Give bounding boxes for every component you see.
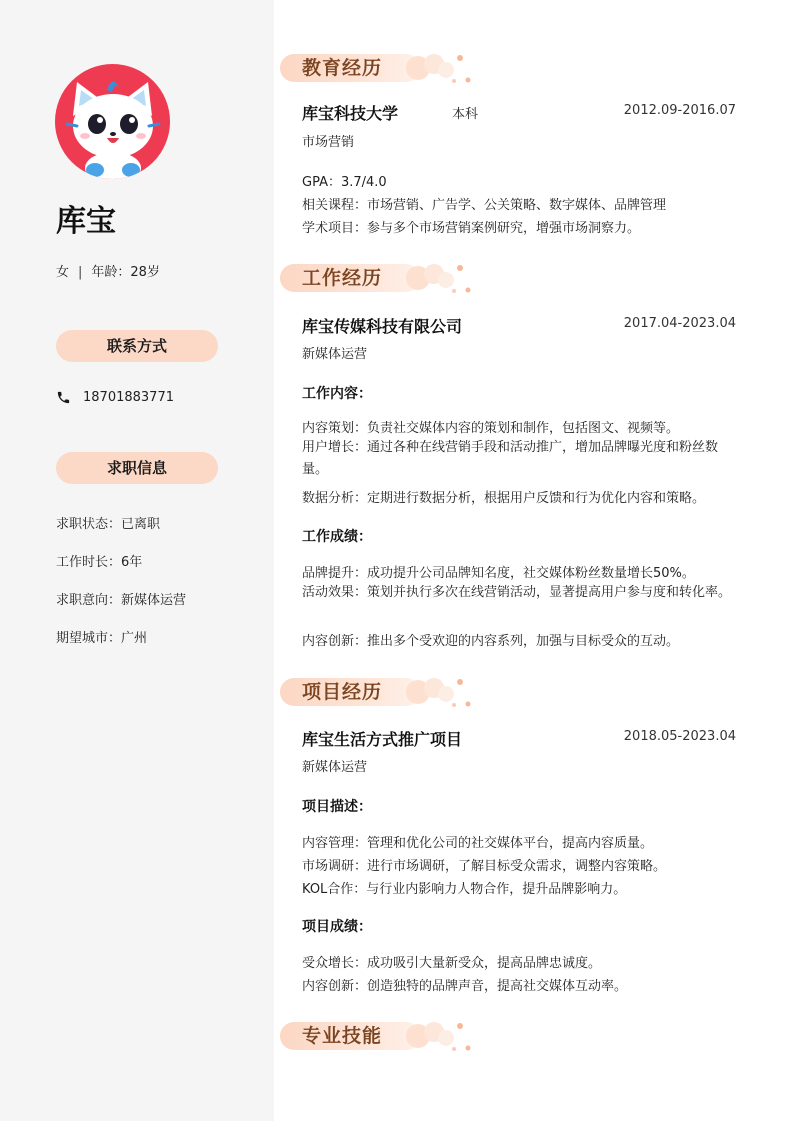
avatar bbox=[55, 64, 170, 179]
education-dates: 2012.09-2016.07 bbox=[623, 103, 736, 118]
project-desc-item: 内容管理：管理和优化公司的社交媒体平台，提高内容质量。 bbox=[302, 836, 654, 851]
cloud-decoration-icon bbox=[398, 674, 478, 710]
project-result-item: 受众增长：成功吸引大量新受众，提高品牌忠诚度。 bbox=[302, 956, 602, 971]
section-title: 工作经历 bbox=[302, 267, 383, 289]
project-desc-heading: 项目描述： bbox=[302, 799, 372, 815]
academic-projects: 学术项目：参与多个市场营销案例研究，增强市场洞察力。 bbox=[302, 221, 641, 236]
section-title: 教育经历 bbox=[302, 57, 383, 79]
major: 市场营销 bbox=[302, 135, 355, 150]
divider: | bbox=[78, 265, 83, 280]
project-result-item: 内容创新：创造独特的品牌声音，提高社交媒体互动率。 bbox=[302, 979, 628, 994]
project-desc-item: 市场调研：进行市场调研，了解目标受众需求，调整内容策略。 bbox=[302, 859, 667, 874]
project-section-header bbox=[280, 672, 480, 712]
education-section-header bbox=[280, 48, 480, 88]
work-content-item: 数据分析：定期进行数据分析，根据用户反馈和行为优化内容和策略。 bbox=[302, 491, 706, 506]
candidate-name: 库宝 bbox=[56, 204, 116, 239]
phone-number[interactable]: 18701883771 bbox=[83, 390, 174, 405]
section-title: 专业技能 bbox=[302, 1025, 383, 1047]
work-years: 工作时长：6年 bbox=[56, 555, 143, 570]
work-content-item: 用户增长：通过各种在线营销手段和活动推广，增加品牌曝光度和粉丝数量。 bbox=[302, 440, 719, 477]
cloud-decoration-icon bbox=[398, 1018, 478, 1054]
work-role: 新媒体运营 bbox=[302, 347, 368, 362]
expected-city: 期望城市：广州 bbox=[56, 631, 148, 646]
company-name: 库宝传媒科技有限公司 bbox=[302, 317, 463, 336]
contact-heading: 联系方式 bbox=[56, 330, 218, 362]
job-info-heading: 求职信息 bbox=[56, 452, 218, 484]
work-result-item: 活动效果：策划并执行多次在线营销活动，显著提高用户参与度和转化率。 bbox=[302, 585, 732, 600]
work-results-heading: 工作成绩： bbox=[302, 529, 372, 545]
phone-row bbox=[56, 390, 174, 405]
project-role: 新媒体运营 bbox=[302, 760, 368, 775]
phone-icon bbox=[56, 390, 71, 405]
job-status: 求职状态：已离职 bbox=[56, 517, 161, 532]
work-dates: 2017.04-2023.04 bbox=[623, 316, 736, 331]
degree: 本科 bbox=[452, 107, 479, 122]
cloud-decoration-icon bbox=[398, 260, 478, 296]
gender: 女 bbox=[56, 265, 70, 280]
project-desc-item: KOL合作：与行业内影响力人物合作，提升品牌影响力。 bbox=[302, 882, 627, 897]
work-result-item: 品牌提升：成功提升公司品牌知名度，社交媒体粉丝数量增长50%。 bbox=[302, 566, 695, 581]
section-title: 项目经历 bbox=[302, 681, 383, 703]
cloud-decoration-icon bbox=[398, 50, 478, 86]
project-dates: 2018.05-2023.04 bbox=[623, 729, 736, 744]
job-intent: 求职意向：新媒体运营 bbox=[56, 593, 187, 608]
school-name: 库宝科技大学 bbox=[302, 104, 399, 123]
work-section-header bbox=[280, 258, 480, 298]
age: 年龄：28岁 bbox=[91, 265, 160, 280]
gpa: GPA：3.7/4.0 bbox=[302, 175, 387, 190]
work-result-item: 内容创新：推出多个受欢迎的内容系列，加强与目标受众的互动。 bbox=[302, 634, 680, 649]
skills-section-header bbox=[280, 1016, 480, 1056]
basic-info bbox=[56, 261, 160, 280]
work-content-item: 内容策划：负责社交媒体内容的策划和制作，包括图文、视频等。 bbox=[302, 421, 680, 436]
cat-mascot-icon bbox=[55, 64, 170, 179]
project-name: 库宝生活方式推广项目 bbox=[302, 730, 463, 749]
project-results-heading: 项目成绩： bbox=[302, 919, 372, 935]
courses: 相关课程：市场营销、广告学、公关策略、数字媒体、品牌管理 bbox=[302, 198, 667, 213]
sidebar bbox=[0, 0, 274, 1121]
work-content-heading: 工作内容： bbox=[302, 386, 372, 402]
